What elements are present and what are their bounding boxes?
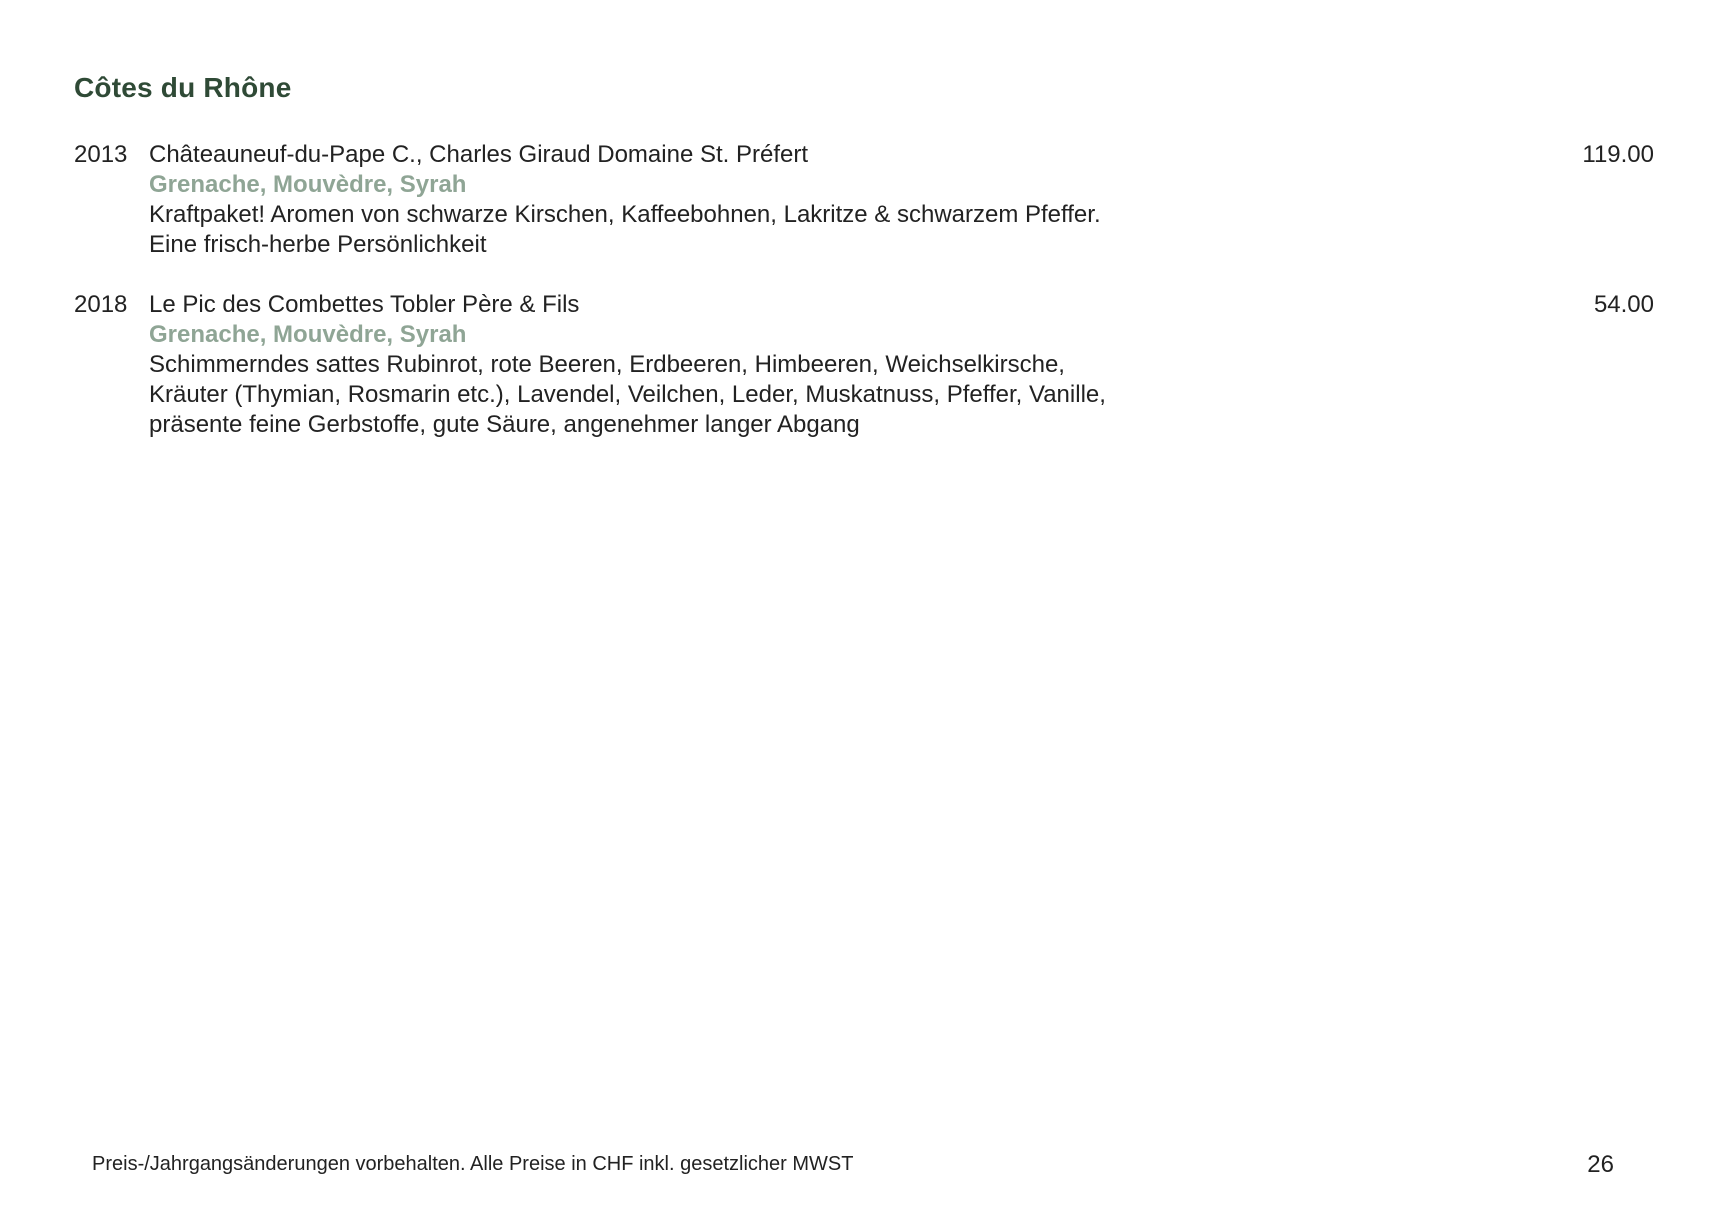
wine-details: [149, 140, 1449, 260]
page-number: 26: [1587, 1151, 1614, 1178]
wine-year: 2013: [74, 141, 128, 168]
wine-description-line: Eine frisch-herbe Persönlichkeit: [149, 231, 487, 258]
wine-name: Le Pic des Combettes Tobler Père & Fils: [149, 291, 580, 318]
wine-description-line: präsente feine Gerbstoffe, gute Säure, angenehmer langer Abgang: [149, 411, 860, 438]
wine-name: Châteauneuf-du-Pape C., Charles Giraud Domaine St. Préfert: [149, 141, 809, 168]
wine-grapes: Grenache, Mouvèdre, Syrah: [149, 171, 467, 198]
wine-entry: [74, 140, 1654, 260]
wine-year: 2018: [74, 291, 128, 318]
wine-description-line: Schimmerndes sattes Rubinrot, rote Beeren, Erdbeeren, Himbeeren, Weichselkirsche,: [149, 351, 1065, 378]
footer-note: Preis-/Jahrgangsänderungen vorbehalten. Alle Preise in CHF inkl. gesetzlicher MWST: [92, 1153, 854, 1175]
wine-entry: [74, 290, 1654, 440]
wine-price: 119.00: [1582, 141, 1654, 168]
wine-grapes: Grenache, Mouvèdre, Syrah: [149, 321, 467, 348]
wine-details: [149, 290, 1449, 440]
wine-price: 54.00: [1593, 291, 1654, 318]
wine-description-line: Kraftpaket! Aromen von schwarze Kirschen, Kaffeebohnen, Lakritze & schwarzem Pfeffer.: [149, 201, 1101, 228]
wine-list: [74, 140, 1654, 470]
wine-description-line: Kräuter (Thymian, Rosmarin etc.), Lavendel, Veilchen, Leder, Muskatnuss, Pfeffer, Vanille,: [149, 381, 1106, 408]
section-title: Côtes du Rhône: [74, 72, 292, 103]
